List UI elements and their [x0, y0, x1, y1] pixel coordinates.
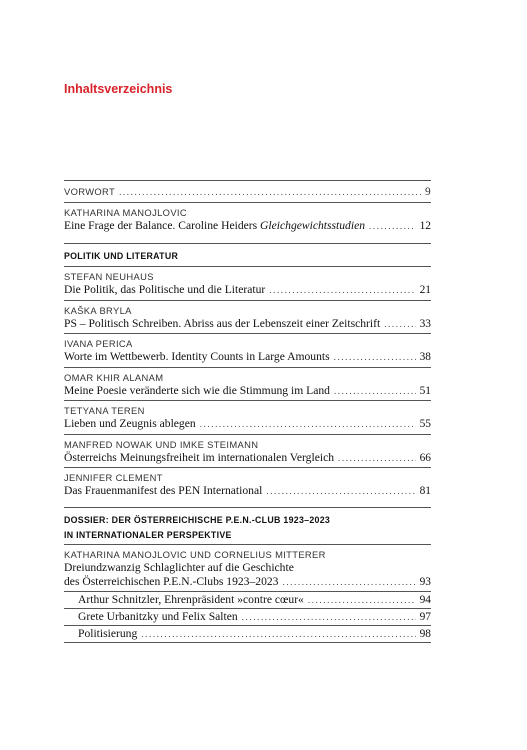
dot-leader — [384, 320, 415, 329]
dot-leader — [338, 454, 416, 463]
divider — [64, 625, 431, 626]
entry-author: OMAR KHIR ALANAM — [64, 372, 164, 383]
divider — [64, 180, 431, 181]
toc-subentry-schnitzler[interactable] — [78, 593, 431, 606]
page-number: 9 — [424, 186, 431, 198]
page-number: 51 — [419, 385, 431, 397]
divider — [64, 591, 431, 592]
dot-leader — [119, 188, 421, 197]
section-divider — [64, 507, 431, 508]
toc-entry-alanam[interactable] — [64, 384, 431, 397]
page-title: Inhaltsverzeichnis — [64, 82, 173, 96]
entry-title: Politisierung — [78, 627, 138, 640]
page-number: 55 — [419, 418, 431, 430]
entry-title: PS – Politisch Schreiben. Abriss aus der Lebenszeit einer Zeitschrift — [64, 317, 381, 330]
section-heading-dossier-line2: IN INTERNATIONALER PERSPEKTIVE — [64, 530, 232, 540]
entry-title: Die Politik, das Politische und die Literatur — [64, 283, 266, 296]
entry-title: Lieben und Zeugnis ablegen — [64, 417, 196, 430]
section-divider — [64, 243, 431, 244]
toc-entry-clement[interactable] — [64, 484, 431, 497]
entry-title-line2: des Österreichischen P.E.N.-Clubs 1923–2023 — [64, 575, 279, 588]
divider — [64, 544, 431, 545]
entry-title: Arthur Schnitzler, Ehrenpräsident »contre cœur« — [78, 593, 304, 606]
divider — [64, 266, 431, 267]
toc-entry-perica[interactable] — [64, 350, 431, 363]
entry-title-line1: Dreiundzwanzig Schlaglichter auf die Geschichte — [64, 561, 294, 574]
divider — [64, 333, 431, 334]
dot-leader — [334, 353, 416, 362]
page-number: 93 — [419, 576, 431, 588]
divider — [64, 642, 431, 643]
entry-title: Worte im Wettbewerb. Identity Counts in Large Amounts — [64, 350, 330, 363]
page-number: 66 — [419, 452, 431, 464]
divider — [64, 202, 431, 203]
page-number: 94 — [419, 594, 431, 606]
entry-title: Meine Poesie veränderte sich wie die Stimmung im Land — [64, 384, 330, 397]
divider — [64, 300, 431, 301]
dot-leader — [242, 613, 416, 622]
divider — [64, 367, 431, 368]
page-number: 21 — [419, 284, 431, 296]
divider — [64, 467, 431, 468]
dot-leader — [334, 387, 416, 396]
entry-title: Grete Urbanitzky und Felix Salten — [78, 610, 238, 623]
toc-subentry-urbanitzky-salten[interactable] — [78, 610, 431, 623]
page-number: 12 — [419, 220, 431, 232]
page-number: 97 — [419, 611, 431, 623]
section-heading-dossier-line1: DOSSIER: DER ÖSTERREICHISCHE P.E.N.-CLUB 1923–2023 — [64, 515, 331, 525]
page-number: 81 — [419, 485, 431, 497]
entry-author: KATHARINA MANOJLOVIC — [64, 207, 187, 218]
dot-leader — [200, 420, 416, 429]
divider — [64, 434, 431, 435]
toc-entry-teren[interactable] — [64, 417, 431, 430]
page-number: 38 — [419, 351, 431, 363]
divider — [64, 400, 431, 401]
entry-author: KATHARINA MANOJLOVIC UND CORNELIUS MITTERER — [64, 549, 326, 560]
divider — [64, 608, 431, 609]
dot-leader — [282, 578, 415, 587]
entry-author: MANFRED NOWAK UND IMKE STEIMANN — [64, 439, 259, 450]
dot-leader — [141, 630, 415, 639]
entry-author: TETYANA TEREN — [64, 405, 145, 416]
page-number: 33 — [419, 318, 431, 330]
toc-entry-balance[interactable] — [64, 219, 431, 232]
entry-author: JENNIFER CLEMENT — [64, 472, 163, 483]
entry-title: Österreichs Meinungsfreiheit im internationalen Vergleich — [64, 451, 335, 464]
toc-entry-schlaglichter[interactable] — [64, 575, 431, 588]
toc-entry-neuhaus[interactable] — [64, 283, 431, 296]
dot-leader — [308, 596, 416, 605]
entry-author: STEFAN NEUHAUS — [64, 271, 154, 282]
entry-title: VORWORT — [64, 186, 116, 197]
dot-leader — [269, 286, 415, 295]
entry-title: Eine Frage der Balance. Caroline Heiders Gleichgewichtsstudien — [64, 219, 366, 232]
section-heading-politik: POLITIK UND LITERATUR — [64, 251, 179, 261]
page-number: 98 — [419, 628, 431, 640]
entry-author: KAŠKA BRYLA — [64, 305, 132, 316]
toc-subentry-politisierung[interactable] — [78, 627, 431, 640]
toc-entry-vorwort[interactable] — [64, 186, 431, 198]
toc-entry-nowak-steimann[interactable] — [64, 451, 431, 464]
dot-leader — [369, 222, 416, 231]
entry-author: IVANA PERICA — [64, 338, 133, 349]
toc-entry-bryla[interactable] — [64, 317, 431, 330]
dot-leader — [266, 487, 415, 496]
entry-title: Das Frauenmanifest des PEN International — [64, 484, 263, 497]
